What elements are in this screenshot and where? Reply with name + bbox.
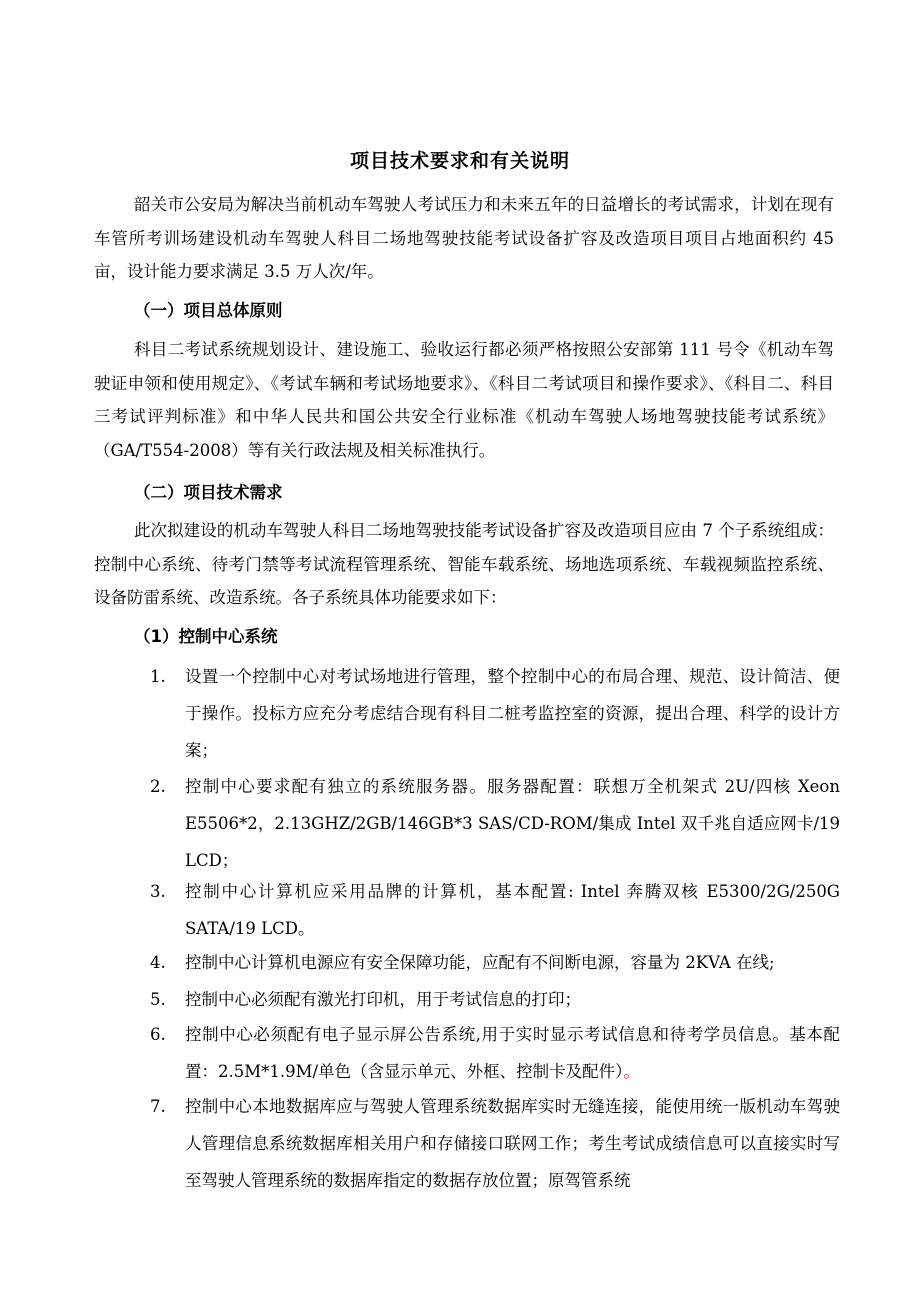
list-item-2 bbox=[150, 768, 840, 879]
list-item-number: 3. bbox=[150, 882, 166, 901]
list-item-3 bbox=[150, 873, 840, 947]
list-item-4 bbox=[150, 944, 840, 981]
list-item-number: 4. bbox=[150, 953, 166, 972]
subsection-heading-control-center: （1）控制中心系统 bbox=[134, 627, 278, 646]
document-title: 项目技术要求和有关说明 bbox=[349, 150, 570, 172]
list-item-text: 控制中心计算机应采用品牌的计算机，基本配置: Intel 奔腾双核 E5300/2G/250G SATA/19 LCD。 bbox=[185, 882, 840, 938]
list-item-text-main: 控制中心必须配有电子显示屏公告系统,用于实时显示考试信息和待考学员信息。基本配置：2.5M*1.9M/单色（含显示单元、外框、控制卡及配件） bbox=[185, 1025, 840, 1081]
list-item-text: 控制中心必须配有激光打印机，用于考试信息的打印； bbox=[185, 990, 581, 1009]
list-item-text: 控制中心要求配有独立的系统服务器。服务器配置：联想万全机架式 2U/四核 Xeon E5506*2，2.13GHZ/2GB/146GB*3 SAS/CD-ROM/集成 Intel 双千兆自适应网卡/19 LCD； bbox=[185, 777, 840, 870]
list-item-number: 1. bbox=[150, 667, 166, 686]
list-item-number: 5. bbox=[150, 990, 166, 1009]
section-heading-principles: （一）项目总体原则 bbox=[134, 301, 283, 320]
list-item-number: 2. bbox=[150, 777, 166, 796]
list-item-7 bbox=[150, 1088, 840, 1199]
list-item-text: 控制中心本地数据库应与驾驶人管理系统数据库实时无缝连接，能使用统一版机动车驾驶人管理信息系统数据库相关用户和存储接口联网工作；考生考试成绩信息可以直接实时写至驾驶人管理系统的数据库指定的数据存放位置；原驾管系统 bbox=[185, 1097, 840, 1190]
intro-paragraph: 韶关市公安局为解决当前机动车驾驶人考试压力和未来五年的日益增长的考试需求，计划在现有车管所考训场建设机动车驾驶人科目二场地驾驶技能考试设备扩容及改造项目项目占地面积约 45 亩，设计能力要求满足 3.5 万人次/年。 bbox=[94, 195, 834, 281]
list-item-6 bbox=[150, 1016, 840, 1090]
list-item-5 bbox=[150, 981, 840, 1018]
principles-paragraph: 科目二考试系统规划设计、建设施工、验收运行都必须严格按照公安部第 111 号令《机动车驾驶证申领和使用规定》、《考试车辆和考试场地要求》、《科目二考试项目和操作要求》、《科目二、科目三考试评判标准》和中华人民共和国公共安全行业标准《机动车驾驶人场地驾驶技能考试系统》（GA/T554-2008）等有关行政法规及相关标准执行。 bbox=[94, 340, 834, 460]
requirements-paragraph: 此次拟建设的机动车驾驶人科目二场地驾驶技能考试设备扩容及改造项目应由 7 个子系统组成：控制中心系统、待考门禁等考试流程管理系统、智能车载系统、场地选项系统、车载视频监控系统、设备防雷系统、改造系统。各子系统具体功能要求如下： bbox=[94, 521, 834, 607]
list-item-number: 6. bbox=[150, 1025, 166, 1044]
list-item-text bbox=[185, 1016, 840, 1090]
red-period-mark: 。 bbox=[623, 1062, 640, 1081]
list-item-text: 设置一个控制中心对考试场地进行管理，整个控制中心的布局合理、规范、设计简洁、便于操作。投标方应充分考虑结合现有科目二桩考监控室的资源，提出合理、科学的设计方案； bbox=[185, 667, 840, 760]
list-item-number: 7. bbox=[150, 1097, 166, 1116]
section-heading-requirements: （二）项目技术需求 bbox=[134, 483, 283, 502]
list-item-text: 控制中心计算机电源应有安全保障功能，应配有不间断电源，容量为 2KVA 在线; bbox=[185, 953, 775, 972]
list-item-1 bbox=[150, 658, 840, 769]
